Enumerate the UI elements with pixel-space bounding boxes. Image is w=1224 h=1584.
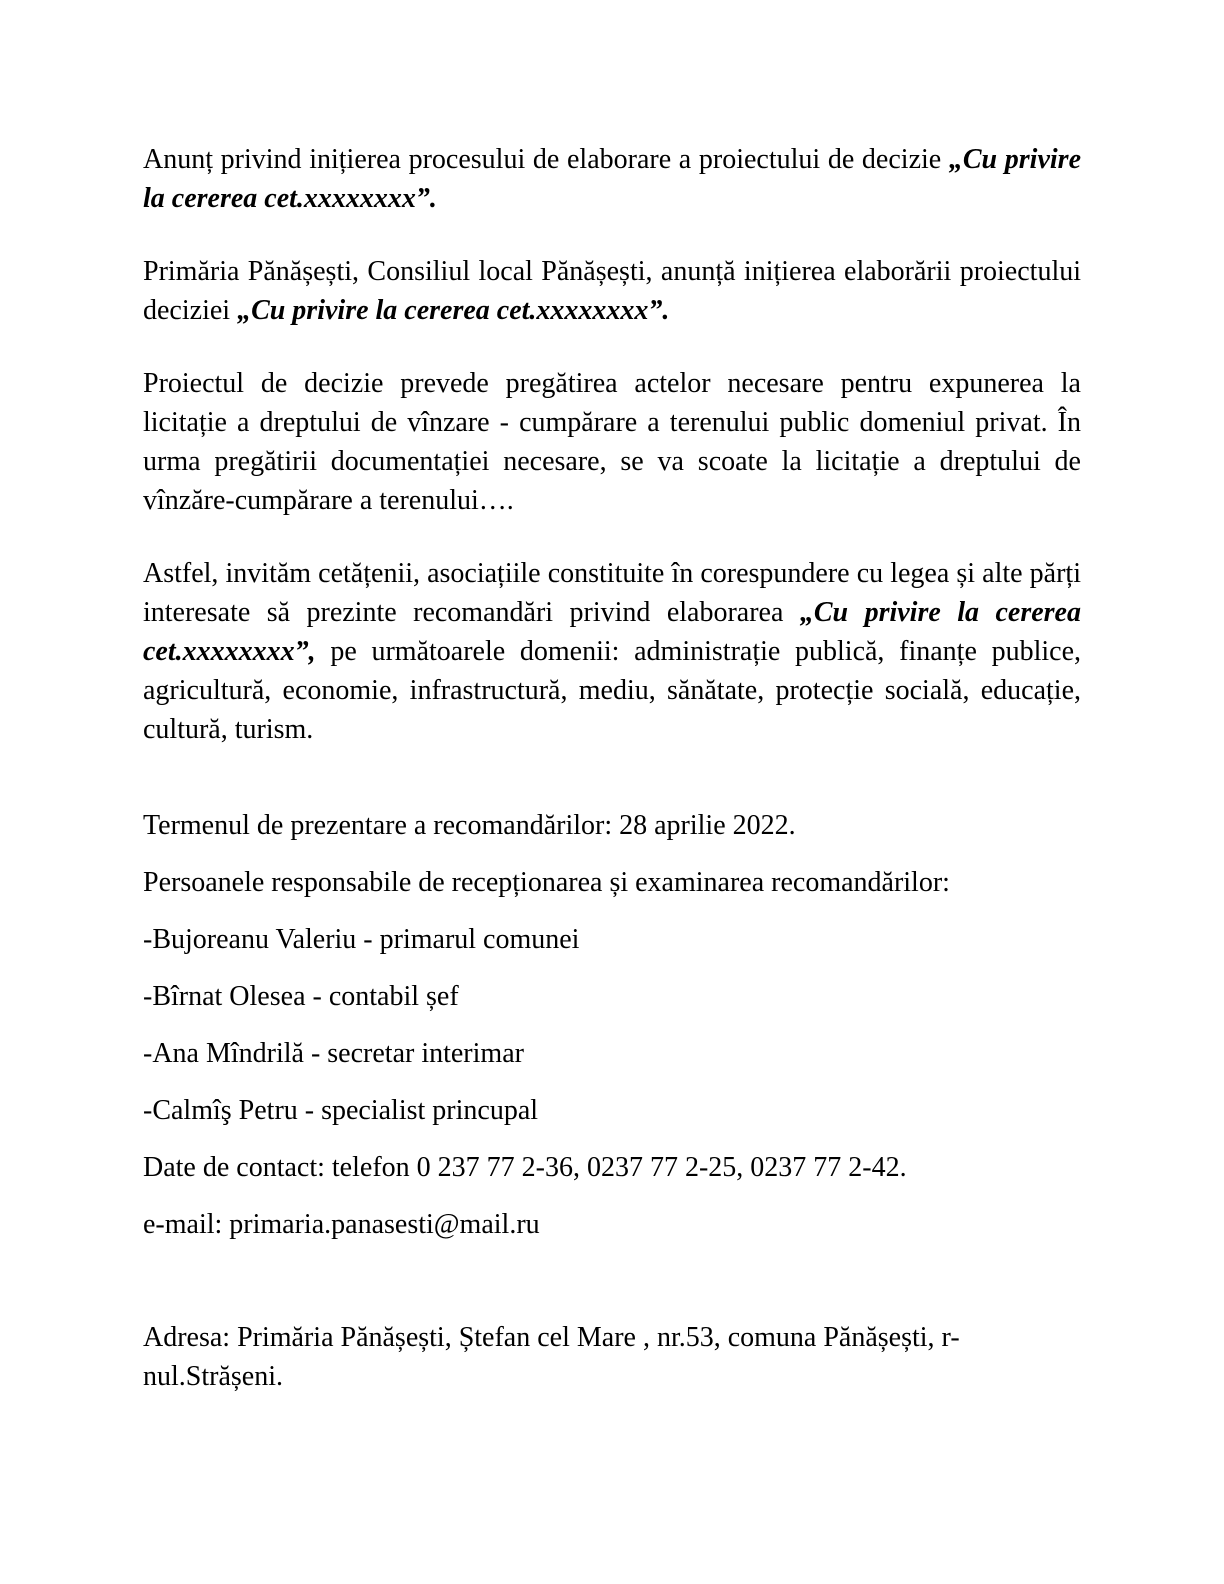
- paragraph-invitation: [143, 554, 1081, 749]
- paragraph-contact-phones: [143, 1148, 1081, 1187]
- text-run: Astfel, invităm cetățenii, asociațiile constituite în corespundere cu legea și alte părți interesate să prezinte recomandări privind elaborarea: [143, 558, 1081, 628]
- list-item-person-specialist: [143, 1091, 1081, 1130]
- paragraph-deadline: [143, 806, 1081, 845]
- text-run: -Bujoreanu Valeriu - primarul comunei: [143, 924, 580, 955]
- text-run: -Ana Mîndrilă - secretar interimar: [143, 1038, 524, 1069]
- paragraph-address: [143, 1318, 1081, 1396]
- text-run: „Cu privire la cererea cet.xxxxxxxx”,: [143, 597, 1081, 667]
- paragraph-project-description: [143, 364, 1081, 520]
- text-run: Date de contact: telefon 0 237 77 2-36, 0237 77 2-25, 0237 77 2-42.: [143, 1152, 907, 1183]
- list-item-person-accountant: [143, 977, 1081, 1016]
- list-item-person-secretary: [143, 1034, 1081, 1073]
- text-run: „Cu privire la cererea cet.xxxxxxxx”.: [237, 295, 670, 326]
- text-run: „Cu privire la cererea cet.xxxxxxxx”.: [143, 144, 1081, 214]
- paragraph-announcement-title: [143, 140, 1081, 218]
- text-run: Termenul de prezentare a recomandărilor: 28 aprilie 2022.: [143, 810, 796, 841]
- text-run: e-mail: primaria.panasesti@mail.ru: [143, 1209, 540, 1240]
- text-run: pe următoarele domenii: administrație publică, finanțe publice, agricultură, economie, infrastructură, mediu, sănătate, protecție socială, educație, cultură, turism.: [143, 636, 1081, 745]
- text-run: Adresa: Primăria Pănășești, Ștefan cel Mare , nr.53, comuna Pănășești, r-nul.Strășeni.: [143, 1322, 960, 1392]
- text-run: Proiectul de decizie prevede pregătirea actelor necesare pentru expunerea la licitație a dreptului de vînzare - cumpărare a terenului public domeniul privat. În urma pregătirii documentației necesare, se va scoate la licitație a dreptului de vînzăre-cumpărare a terenului….: [143, 368, 1081, 516]
- paragraph-responsible-persons-heading: [143, 863, 1081, 902]
- text-run: -Bîrnat Olesea - contabil șef: [143, 981, 459, 1012]
- paragraph-contact-email: [143, 1205, 1081, 1244]
- vertical-spacer: [143, 1262, 1081, 1318]
- text-run: -Calmîş Petru - specialist princupal: [143, 1095, 539, 1126]
- vertical-spacer: [143, 783, 1081, 806]
- text-run: Anunț privind inițierea procesului de elaborare a proiectului de decizie: [143, 144, 949, 175]
- text-run: Persoanele responsabile de recepționarea și examinarea recomandărilor:: [143, 867, 950, 898]
- text-run: Primăria Pănășești, Consiliul local Pănășești, anunță inițierea elaborării proiectului deciziei: [143, 256, 1081, 326]
- list-item-person-mayor: [143, 920, 1081, 959]
- paragraph-initiation-notice: [143, 252, 1081, 330]
